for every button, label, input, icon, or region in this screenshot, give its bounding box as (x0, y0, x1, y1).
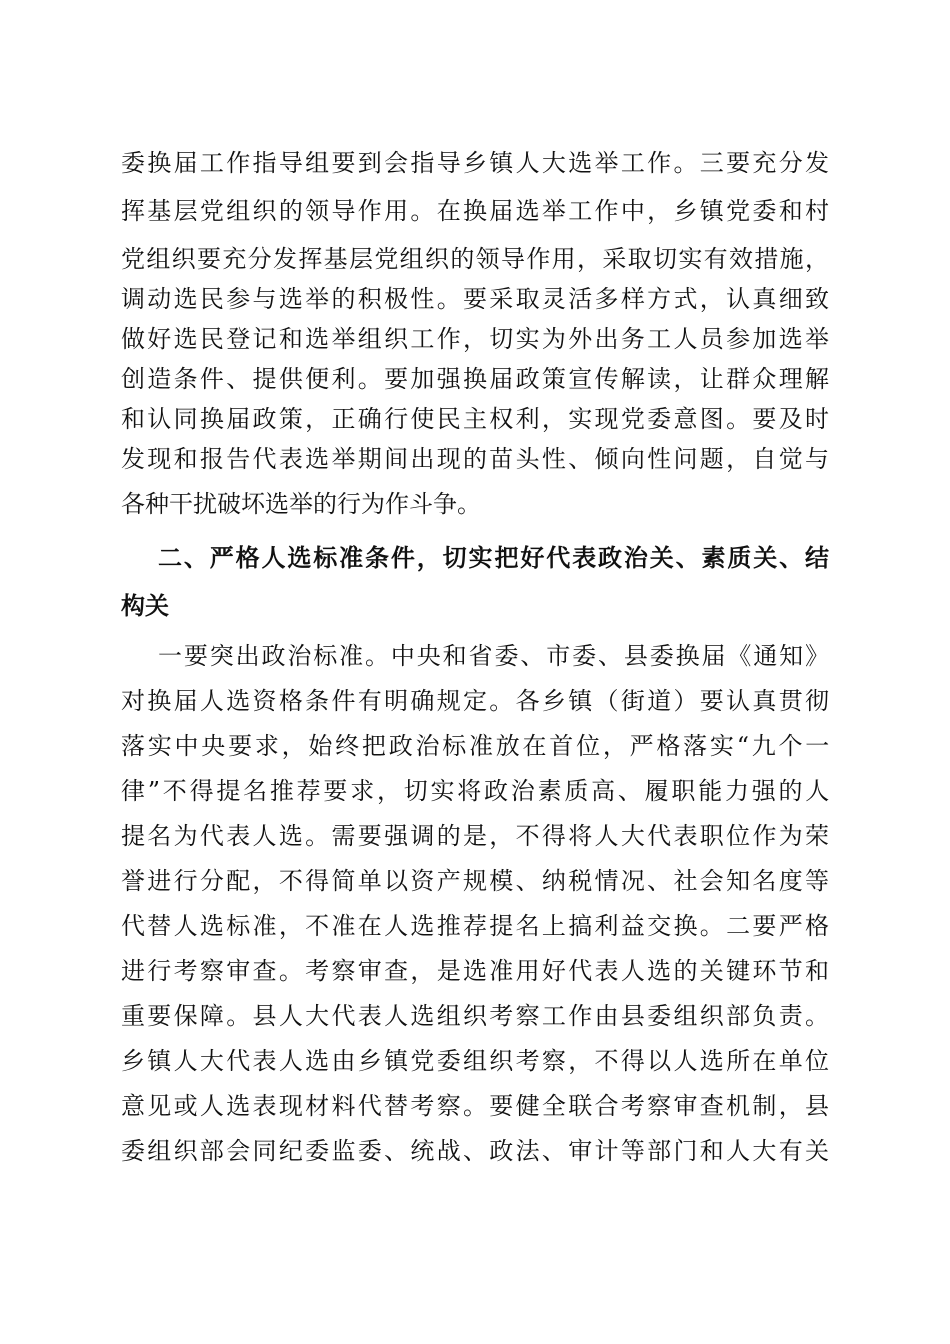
text-line: 乡镇人大代表人选由乡镇党委组织考察，不得以人选所在单位 (121, 1047, 832, 1075)
text-line: 创造条件、提供便利。要加强换届政策宣传解读，让群众理解 (121, 365, 832, 393)
text-line: 委换届工作指导组要到会指导乡镇人大选举工作。三要充分发 (121, 149, 832, 177)
text-line: 代替人选标准，不准在人选推荐提名上搞利益交换。二要严格 (121, 912, 832, 940)
heading-line: 二、严格人选标准条件，切实把好代表政治关、素质关、结 (158, 544, 831, 572)
text-line: 调动选民参与选举的积极性。要采取灵活多样方式，认真细致 (121, 285, 832, 313)
text-line: 党组织要充分发挥基层党组织的领导作用，采取切实有效措施， (121, 245, 831, 273)
text-line: 提名为代表人选。需要强调的是，不得将人大代表职位作为荣 (121, 822, 832, 850)
text-line: 进行考察审查。考察审查，是选准用好代表人选的关键环节和 (121, 957, 832, 985)
text-line: 和认同换届政策，正确行使民主权利，实现党委意图。要及时 (121, 405, 832, 433)
text-line: 发现和报告代表选举期间出现的苗头性、倾向性问题，自觉与 (121, 445, 832, 473)
text-line: 做好选民登记和选举组织工作，切实为外出务工人员参加选举 (121, 325, 832, 353)
text-line: 一要突出政治标准。中央和省委、市委、县委换届《通知》 (158, 642, 831, 670)
text-line: 重要保障。县人大代表人选组织考察工作由县委组织部负责。 (121, 1002, 832, 1030)
text-line: 各种干扰破坏选举的行为作斗争。 (121, 490, 481, 518)
heading-line: 构关 (121, 592, 169, 620)
text-line: 委组织部会同纪委监委、统战、政法、审计等部门和人大有关 (121, 1137, 832, 1165)
text-line: 意见或人选表现材料代替考察。要健全联合考察审查机制，县 (121, 1092, 832, 1120)
text-line: 挥基层党组织的领导作用。在换届选举工作中，乡镇党委和村 (121, 197, 832, 225)
text-line: 律”不得提名推荐要求，切实将政治素质高、履职能力强的人 (121, 777, 833, 805)
text-line: 落实中央要求，始终把政治标准放在首位，严格落实“九个一 (121, 732, 833, 760)
text-line: 誉进行分配，不得简单以资产规模、纳税情况、社会知名度等 (121, 867, 832, 895)
text-line: 对换届人选资格条件有明确规定。各乡镇（街道）要认真贯彻 (121, 687, 832, 715)
